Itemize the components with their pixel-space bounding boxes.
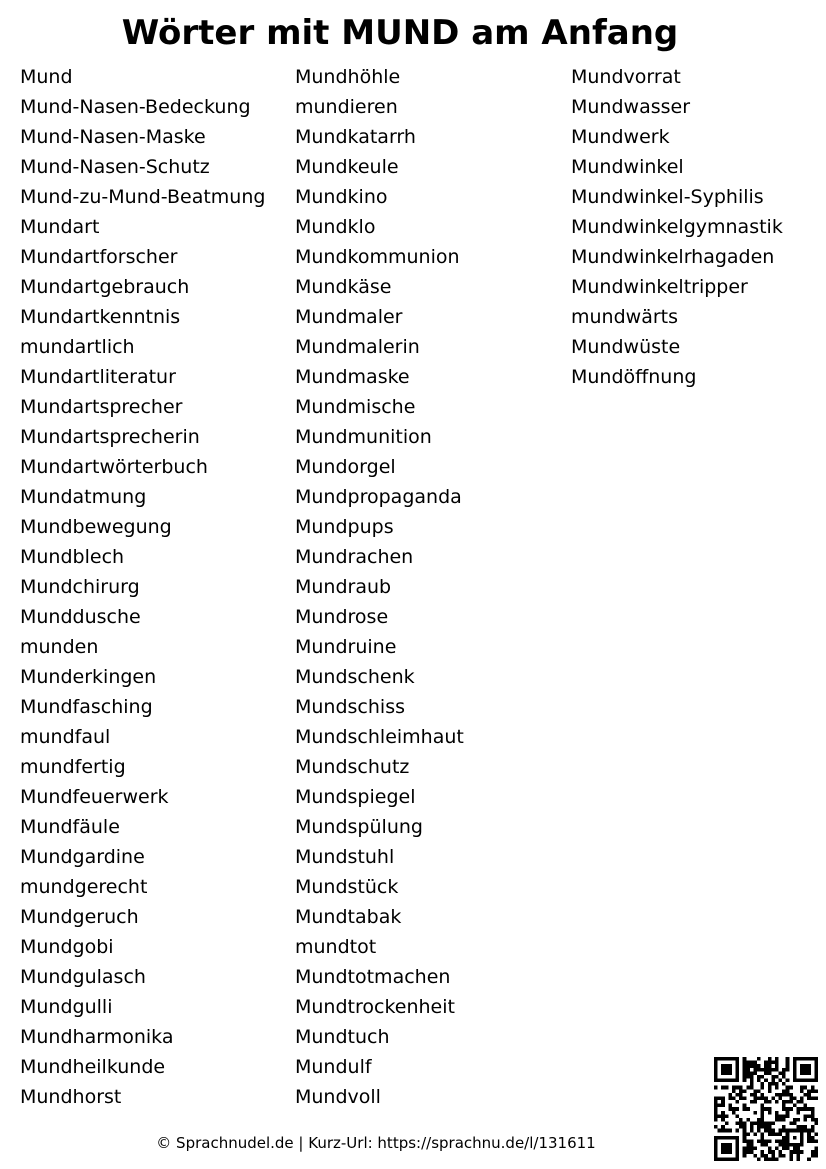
word-item: Mundruine xyxy=(295,636,397,658)
word-item: Mundschenk xyxy=(295,666,415,688)
footer-credit: © Sprachnudel.de | Kurz-Url: https://sprachnu.de/l/131611 xyxy=(156,1134,596,1152)
word-item: mundwärts xyxy=(571,306,678,328)
word-item: Mundgobi xyxy=(20,936,114,958)
word-item: Mundschutz xyxy=(295,756,410,778)
word-column-2 xyxy=(295,62,464,1112)
word-item: Mundwinkel-Syphilis xyxy=(571,186,764,208)
word-item: Mundbewegung xyxy=(20,516,172,538)
word-item: mundieren xyxy=(295,96,398,118)
word-item: Mund-Nasen-Schutz xyxy=(20,156,210,178)
word-item: Mundmunition xyxy=(295,426,432,448)
word-item: Mundvorrat xyxy=(571,66,681,88)
word-item: Mundkatarrh xyxy=(295,126,416,148)
word-item: Mundartsprecherin xyxy=(20,426,200,448)
word-item: Mundorgel xyxy=(295,456,396,478)
page-title: Wörter mit MUND am Anfang xyxy=(121,13,679,53)
word-item: Mund xyxy=(20,66,73,88)
word-item: mundfaul xyxy=(20,726,111,748)
word-item: Mundrose xyxy=(295,606,389,628)
word-item: Mundartliteratur xyxy=(20,366,176,388)
word-item: Mundartgebrauch xyxy=(20,276,190,298)
word-item: Mundgulli xyxy=(20,996,113,1018)
word-item: Mundstuhl xyxy=(295,846,395,868)
word-item: Mundkäse xyxy=(295,276,392,298)
word-item: Mundkeule xyxy=(295,156,399,178)
word-item: mundtot xyxy=(295,936,377,958)
word-item: Mundwinkelgymnastik xyxy=(571,216,783,238)
word-item: Mundartkenntnis xyxy=(20,306,181,328)
word-item: Mundtabak xyxy=(295,906,402,928)
word-item: Mundgardine xyxy=(20,846,145,868)
word-item: Mundspiegel xyxy=(295,786,416,808)
word-item: Mundspülung xyxy=(295,816,423,838)
word-item: Mundklo xyxy=(295,216,376,238)
word-item: Mundatmung xyxy=(20,486,147,508)
word-item: Mundwinkelrhagaden xyxy=(571,246,775,268)
word-item: munden xyxy=(20,636,99,658)
word-item: Mundschiss xyxy=(295,696,406,718)
word-item: Mundharmonika xyxy=(20,1026,174,1048)
word-item: Mundtotmachen xyxy=(295,966,451,988)
word-item: Mundulf xyxy=(295,1056,372,1078)
word-item: mundgerecht xyxy=(20,876,148,898)
word-item: Munddusche xyxy=(20,606,141,628)
word-item: mundartlich xyxy=(20,336,135,358)
word-item: Mundöffnung xyxy=(571,366,697,388)
word-item: Munderkingen xyxy=(20,666,157,688)
word-item: Mundmische xyxy=(295,396,416,418)
word-item: Mundfeuerwerk xyxy=(20,786,169,808)
word-item: Mund-Nasen-Maske xyxy=(20,126,206,148)
word-item: Mundstück xyxy=(295,876,399,898)
word-item: Mundart xyxy=(20,216,100,238)
word-item: Mundartforscher xyxy=(20,246,178,268)
word-item: Mundpropaganda xyxy=(295,486,462,508)
word-item: Mundchirurg xyxy=(20,576,140,598)
word-item: Mundartwörterbuch xyxy=(20,456,208,478)
word-item: mundfertig xyxy=(20,756,126,778)
word-item: Mundblech xyxy=(20,546,125,568)
word-item: Mundwerk xyxy=(571,126,670,148)
word-item: Mundfasching xyxy=(20,696,153,718)
word-item: Mundwasser xyxy=(571,96,691,118)
word-item: Mundwinkeltripper xyxy=(571,276,748,298)
word-item: Mundkino xyxy=(295,186,388,208)
word-item: Mundtrockenheit xyxy=(295,996,455,1018)
word-item: Mundrachen xyxy=(295,546,414,568)
word-item: Mundmaler xyxy=(295,306,403,328)
word-item: Mundmalerin xyxy=(295,336,420,358)
word-item: Mundtuch xyxy=(295,1026,390,1048)
word-item: Mundheilkunde xyxy=(20,1056,166,1078)
word-item: Mundvoll xyxy=(295,1086,381,1108)
word-item: Mundgulasch xyxy=(20,966,146,988)
word-item: Mundmaske xyxy=(295,366,410,388)
word-item: Mundfäule xyxy=(20,816,120,838)
word-item: Mundwinkel xyxy=(571,156,684,178)
word-item: Mund-zu-Mund-Beatmung xyxy=(20,186,266,208)
word-item: Mundgeruch xyxy=(20,906,139,928)
word-item: Mundpups xyxy=(295,516,394,538)
word-item: Mundhorst xyxy=(20,1086,122,1108)
word-item: Mundraub xyxy=(295,576,392,598)
word-item: Mundkommunion xyxy=(295,246,460,268)
word-item: Mundschleimhaut xyxy=(295,726,464,748)
word-column-1 xyxy=(20,62,265,1112)
word-column-3 xyxy=(571,62,783,392)
word-item: Mundartsprecher xyxy=(20,396,183,418)
word-item: Mund-Nasen-Bedeckung xyxy=(20,96,251,118)
word-item: Mundhöhle xyxy=(295,66,401,88)
word-item: Mundwüste xyxy=(571,336,681,358)
